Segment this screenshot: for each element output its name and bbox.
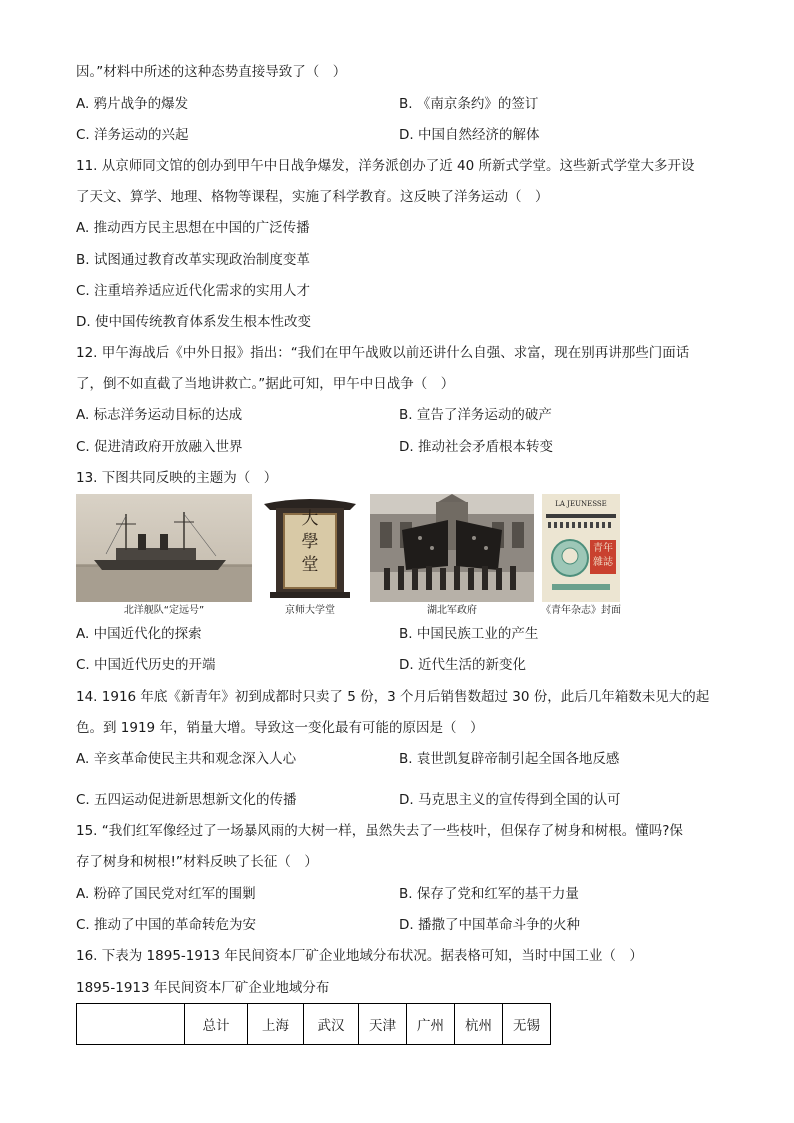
table-header-row <box>77 1004 551 1045</box>
question-10-tail: 因。”材料中所述的这种态势直接导致了（ ） <box>76 64 347 80</box>
plaque-characters <box>262 508 358 577</box>
enterprise-distribution-table <box>76 1003 551 1045</box>
q13-option-b: B. 中国民族工业的产生 <box>399 626 539 642</box>
table-header-wuxi: 无锡 <box>503 1004 551 1045</box>
magazine-title-en: LA JEUNESSE <box>555 500 607 508</box>
hubei-government-photo <box>370 494 534 602</box>
q14-option-b: B. 袁世凯复辟帝制引起全国各地反感 <box>399 751 620 767</box>
plaque-char-1: 大 <box>301 509 319 529</box>
q14-option-a: A. 辛亥革命使民主共和观念深入人心 <box>76 751 297 767</box>
q14-option-d: D. 马克思主义的宣传得到全国的认可 <box>399 792 621 808</box>
caption-battleship: 北洋舰队“定远号” <box>123 605 205 616</box>
q10-option-d: D. 中国自然经济的解体 <box>399 127 540 143</box>
table-header-shanghai: 上海 <box>248 1004 304 1045</box>
q14-option-c: C. 五四运动促进新思想新文化的传播 <box>76 792 297 808</box>
table-header-total: 总计 <box>185 1004 248 1045</box>
table-header-guangzhou: 广州 <box>407 1004 455 1045</box>
question-14-stem-line2: 色。到 1919 年，销量大增。导致这一变化最有可能的原因是（ ） <box>76 720 484 736</box>
table-header-tianjin: 天津 <box>359 1004 407 1045</box>
q12-option-a: A. 标志洋务运动目标的达成 <box>76 407 243 423</box>
q10-option-c: C. 洋务运动的兴起 <box>76 127 189 143</box>
q13-option-a: A. 中国近代化的探索 <box>76 626 202 642</box>
magazine-title-cn: 青年雜誌 <box>593 543 613 568</box>
caption-plaque: 京师大学堂 <box>285 605 335 616</box>
table-header-hangzhou: 杭州 <box>455 1004 503 1045</box>
table-header-wuhan: 武汉 <box>304 1004 359 1045</box>
question-11-stem-line2: 了天文、算学、地理、格物等课程，实施了科学教育。这反映了洋务运动（ ） <box>76 189 549 205</box>
table-header-blank <box>77 1004 185 1045</box>
q15-option-d: D. 播撒了中国革命斗争的火种 <box>399 917 580 933</box>
caption-magazine: 《青年杂志》封面 <box>541 605 621 616</box>
question-12-stem-line2: 了，倒不如直截了当地讲救亡。”据此可知，甲午中日战争（ ） <box>76 376 455 392</box>
q15-option-a: A. 粉碎了国民党对红军的围剿 <box>76 886 256 902</box>
q15-option-c: C. 推动了中国的革命转危为安 <box>76 917 257 933</box>
q11-option-c: C. 注重培养适应近代化需求的实用人才 <box>76 283 311 299</box>
q10-option-b: B. 《南京条约》的签订 <box>399 96 539 112</box>
plaque-char-2: 學 <box>301 532 319 552</box>
q11-option-d: D. 使中国传统教育体系发生根本性改变 <box>76 314 311 330</box>
q12-option-c: C. 促进清政府开放融入世界 <box>76 439 243 455</box>
q12-option-d: D. 推动社会矛盾根本转变 <box>399 439 553 455</box>
battleship-photo <box>76 494 252 602</box>
caption-hubei: 湖北军政府 <box>427 605 477 616</box>
q13-option-d: D. 近代生活的新变化 <box>399 657 526 673</box>
question-16-stem: 16. 下表为 1895-1913 年民间资本厂矿企业地域分布状况。据表格可知，当时中国工业（ ） <box>76 948 643 964</box>
question-14-stem-line1: 14. 1916 年底《新青年》初到成都时只卖了 5 份，3 个月后销售数超过 30 份，此后几年箱数未见大的起 <box>76 689 710 705</box>
q15-option-b: B. 保存了党和红军的基干力量 <box>399 886 579 902</box>
question-15-stem-line1: 15. “我们红军像经过了一场暴风雨的大树一样，虽然失去了一些枝叶，但保存了树身和树根。懂吗?保 <box>76 823 683 839</box>
question-15-stem-line2: 存了树身和树根!”材料反映了长征（ ） <box>76 854 318 870</box>
magazine-cover-photo <box>542 494 620 602</box>
question-12-stem-line1: 12. 甲午海战后《中外日报》指出：“我们在甲午战败以前还讲什么自强、求富，现在别再讲那些门面话 <box>76 345 690 361</box>
plaque-char-3: 堂 <box>301 555 319 575</box>
table-title: 1895-1913 年民间资本厂矿企业地域分布 <box>76 980 330 996</box>
q11-option-a: A. 推动西方民主思想在中国的广泛传播 <box>76 220 310 236</box>
q10-option-a: A. 鸦片战争的爆发 <box>76 96 189 112</box>
question-13-stem: 13. 下图共同反映的主题为（ ） <box>76 470 278 486</box>
q13-option-c: C. 中国近代历史的开端 <box>76 657 216 673</box>
q12-option-b: B. 宣告了洋务运动的破产 <box>399 407 552 423</box>
question-11-stem-line1: 11. 从京师同文馆的创办到甲午中日战争爆发，洋务派创办了近 40 所新式学堂。这些新式学堂大多开设 <box>76 158 695 174</box>
q11-option-b: B. 试图通过教育改革实现政治制度变革 <box>76 252 310 268</box>
